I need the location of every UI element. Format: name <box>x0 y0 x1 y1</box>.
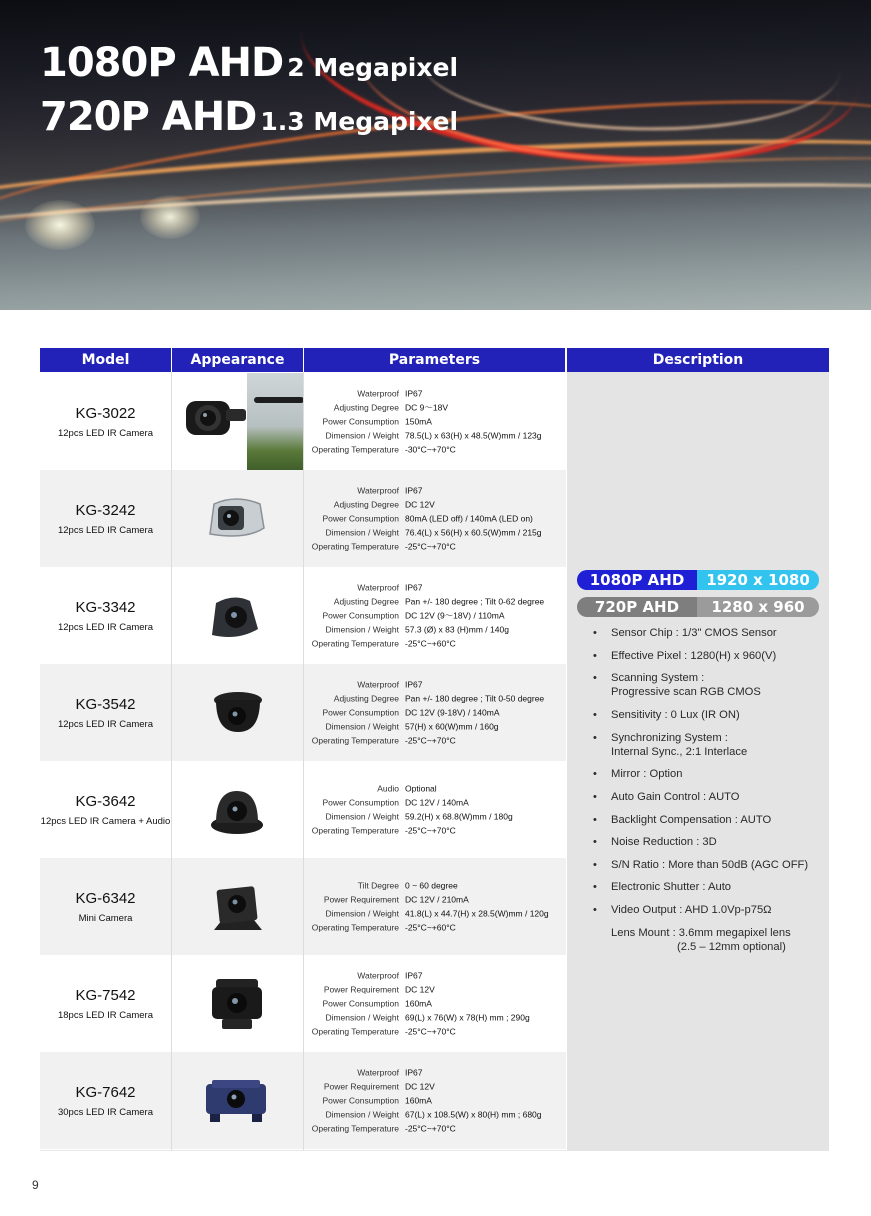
param-row: Adjusting Degree Pan +/- 180 degree ; Tilt 0-50 degree <box>333 693 545 704</box>
side-camera-icon <box>182 393 254 445</box>
param-row: Power Consumption 150mA <box>322 416 432 427</box>
model-subtitle: 18pcs LED IR Camera <box>57 1009 154 1021</box>
param-row: Power Consumption 160mA <box>322 1095 432 1106</box>
param-row: Waterproof IP67 <box>357 1066 423 1077</box>
appearance-cell <box>172 858 303 955</box>
appearance-cell <box>172 373 303 470</box>
param-row: Adjusting Degree DC 12V <box>333 499 435 510</box>
param-row: Power Consumption DC 12V (9-18V) / 140mA <box>322 707 500 718</box>
page-number: 9 <box>32 1178 39 1192</box>
model-name: KG-6342 <box>75 889 136 907</box>
model-subtitle: 12pcs LED IR Camera <box>57 718 154 730</box>
param-row: Power Consumption 80mA (LED off) / 140mA (LED on) <box>322 513 533 524</box>
param-row: Operating Temperature -25°C~+60°C <box>311 922 456 933</box>
param-row: Dimension / Weight 41.8(L) x 44.7(H) x 28.5(W)mm / 120g <box>325 908 549 919</box>
param-row: Dimension / Weight 76.4(L) x 56(H) x 60.5(W)mm / 215g <box>325 527 542 538</box>
model-name: KG-7542 <box>75 986 136 1004</box>
headlight-glow <box>25 200 95 250</box>
parameters-cell <box>304 1052 566 1149</box>
resolution-1080p-value: 1920 x 1080 <box>697 570 819 590</box>
column-divider <box>303 372 304 1151</box>
spec-item: • Video Output : AHD 1.0Vp-p75Ω <box>591 903 825 917</box>
param-row: Waterproof IP67 <box>357 969 423 980</box>
model-subtitle: 12pcs LED IR Camera <box>57 621 154 633</box>
param-row: Power Consumption DC 12V / 140mA <box>322 797 469 808</box>
spec-list <box>591 626 825 962</box>
model-name: KG-3542 <box>75 695 136 713</box>
model-name: KG-3022 <box>75 404 136 422</box>
param-row: Dimension / Weight 67(L) x 108.5(W) x 80(H) mm ; 680g <box>325 1109 542 1120</box>
dome-camera-icon <box>210 686 266 738</box>
model-name: KG-7642 <box>75 1083 136 1101</box>
model-cell <box>40 470 171 567</box>
parameters-cell <box>304 664 566 761</box>
rear-view-camera-icon <box>208 977 266 1033</box>
param-row: Adjusting Degree Pan +/- 180 degree ; Tilt 0-62 degree <box>333 596 545 607</box>
spec-item: • Noise Reduction : 3D <box>591 835 825 849</box>
spec-item: • Mirror : Option <box>591 767 825 781</box>
model-cell <box>40 761 171 858</box>
appearance-cell <box>172 567 303 664</box>
model-cell <box>40 567 171 664</box>
model-subtitle: 30pcs LED IR Camera <box>57 1106 154 1118</box>
param-row: Operating Temperature -25°C~+70°C <box>311 541 456 552</box>
model-cell <box>40 373 171 470</box>
param-row: Operating Temperature -25°C~+60°C <box>311 638 456 649</box>
mini-camera-icon <box>210 882 266 934</box>
parameters-cell <box>304 373 566 470</box>
appearance-cell <box>172 1052 303 1149</box>
resolution-1080p-pill <box>577 570 819 590</box>
model-name: KG-3242 <box>75 501 136 519</box>
spec-item: • Sensitivity : 0 Lux (IR ON) <box>591 708 825 722</box>
param-row: Waterproof IP67 <box>357 678 423 689</box>
param-row: Adjusting Degree DC 9～18V <box>333 402 448 413</box>
parameters-cell <box>304 955 566 1052</box>
param-row: Dimension / Weight 59.2(H) x 68.8(W)mm / 180g <box>325 811 513 822</box>
param-row: Power Requirement DC 12V / 210mA <box>323 894 469 905</box>
side-mount-camera-icon <box>206 591 266 643</box>
param-row: Power Requirement DC 12V <box>323 1081 435 1092</box>
model-subtitle: 12pcs LED IR Camera + Audio <box>40 815 171 827</box>
model-subtitle: 12pcs LED IR Camera <box>57 427 154 439</box>
model-cell <box>40 664 171 761</box>
vehicle-mirror-arm <box>254 397 303 403</box>
model-name: KG-3342 <box>75 598 136 616</box>
param-row: Operating Temperature -25°C~+70°C <box>311 1026 456 1037</box>
param-row: Dimension / Weight 69(L) x 76(W) x 78(H) mm ; 290g <box>325 1012 530 1023</box>
spec-item: • Scanning System : Progressive scan RGB CMOS <box>591 671 825 699</box>
hero-720p-megapixel: 1.3 Megapixel <box>260 107 459 136</box>
param-row: Operating Temperature -25°C~+70°C <box>311 735 456 746</box>
model-subtitle: Mini Camera <box>78 912 133 924</box>
silver-side-camera-icon <box>206 494 268 544</box>
param-row: Waterproof IP67 <box>357 387 423 398</box>
header-description: Description <box>567 348 829 372</box>
parameters-cell <box>304 567 566 664</box>
model-cell <box>40 955 171 1052</box>
resolution-720p-value: 1280 x 960 <box>697 597 819 617</box>
appearance-cell <box>172 664 303 761</box>
resolution-720p-pill <box>577 597 819 617</box>
appearance-cell <box>172 761 303 858</box>
hero-banner <box>0 0 871 310</box>
param-row: Power Consumption DC 12V (9～18V) / 110mA <box>322 610 505 621</box>
param-row: Operating Temperature -30°C~+70°C <box>311 444 456 455</box>
description-panel <box>567 372 829 1151</box>
param-row: Operating Temperature -25°C~+70°C <box>311 825 456 836</box>
header-parameters: Parameters <box>304 348 565 372</box>
dome-audio-camera-icon <box>208 785 266 837</box>
spec-item: • Auto Gain Control : AUTO <box>591 790 825 804</box>
param-row: Waterproof IP67 <box>357 484 423 495</box>
headlight-glow <box>140 195 200 239</box>
appearance-cell <box>172 955 303 1052</box>
header-model: Model <box>40 348 171 372</box>
param-row: Operating Temperature -25°C~+70°C <box>311 1123 456 1134</box>
param-row: Tilt Degree 0 ~ 60 degree <box>357 880 458 891</box>
model-subtitle: 12pcs LED IR Camera <box>57 524 154 536</box>
vehicle-photo <box>247 373 303 470</box>
model-name: KG-3642 <box>75 792 136 810</box>
model-cell <box>40 858 171 955</box>
wide-rear-camera-icon <box>204 1078 268 1124</box>
spec-item: • S/N Ratio : More than 50dB (AGC OFF) <box>591 858 825 872</box>
hero-title-1080p <box>40 40 458 86</box>
param-row: Waterproof IP67 <box>357 581 423 592</box>
spec-item: • Electronic Shutter : Auto <box>591 880 825 894</box>
param-row: Power Consumption 160mA <box>322 998 432 1009</box>
spec-item: • Synchronizing System : Internal Sync., 2:1 Interlace <box>591 731 825 759</box>
param-row: Audio Optional <box>377 783 437 794</box>
spec-item: • Effective Pixel : 1280(H) x 960(V) <box>591 649 825 663</box>
param-row: Dimension / Weight 57.3 (Ø) x 83 (H)mm / 140g <box>325 624 509 635</box>
hero-title-720p <box>40 94 458 140</box>
resolution-720p-label: 720P AHD <box>577 597 697 617</box>
param-row: Dimension / Weight 57(H) x 60(W)mm / 160g <box>325 721 499 732</box>
header-appearance: Appearance <box>172 348 303 372</box>
parameters-cell <box>304 858 566 955</box>
spec-item: • Backlight Compensation : AUTO <box>591 813 825 827</box>
resolution-1080p-label: 1080P AHD <box>577 570 697 590</box>
hero-1080p-megapixel: 2 Megapixel <box>287 53 459 82</box>
appearance-cell <box>172 470 303 567</box>
param-row: Power Requirement DC 12V <box>323 984 435 995</box>
table-bottom-rule <box>40 1150 566 1151</box>
column-divider <box>171 372 172 1151</box>
param-row: Dimension / Weight 78.5(L) x 63(H) x 48.5(W)mm / 123g <box>325 430 542 441</box>
parameters-cell <box>304 470 566 567</box>
spec-item: • Sensor Chip : 1/3" CMOS Sensor <box>591 626 825 640</box>
hero-1080p-label: 1080P AHD <box>40 40 284 86</box>
parameters-cell <box>304 761 566 858</box>
hero-720p-label: 720P AHD <box>40 94 257 140</box>
spec-item-lens-mount: Lens Mount : 3.6mm megapixel lens (2.5 – 12mm optional) <box>611 926 791 953</box>
model-cell <box>40 1052 171 1149</box>
